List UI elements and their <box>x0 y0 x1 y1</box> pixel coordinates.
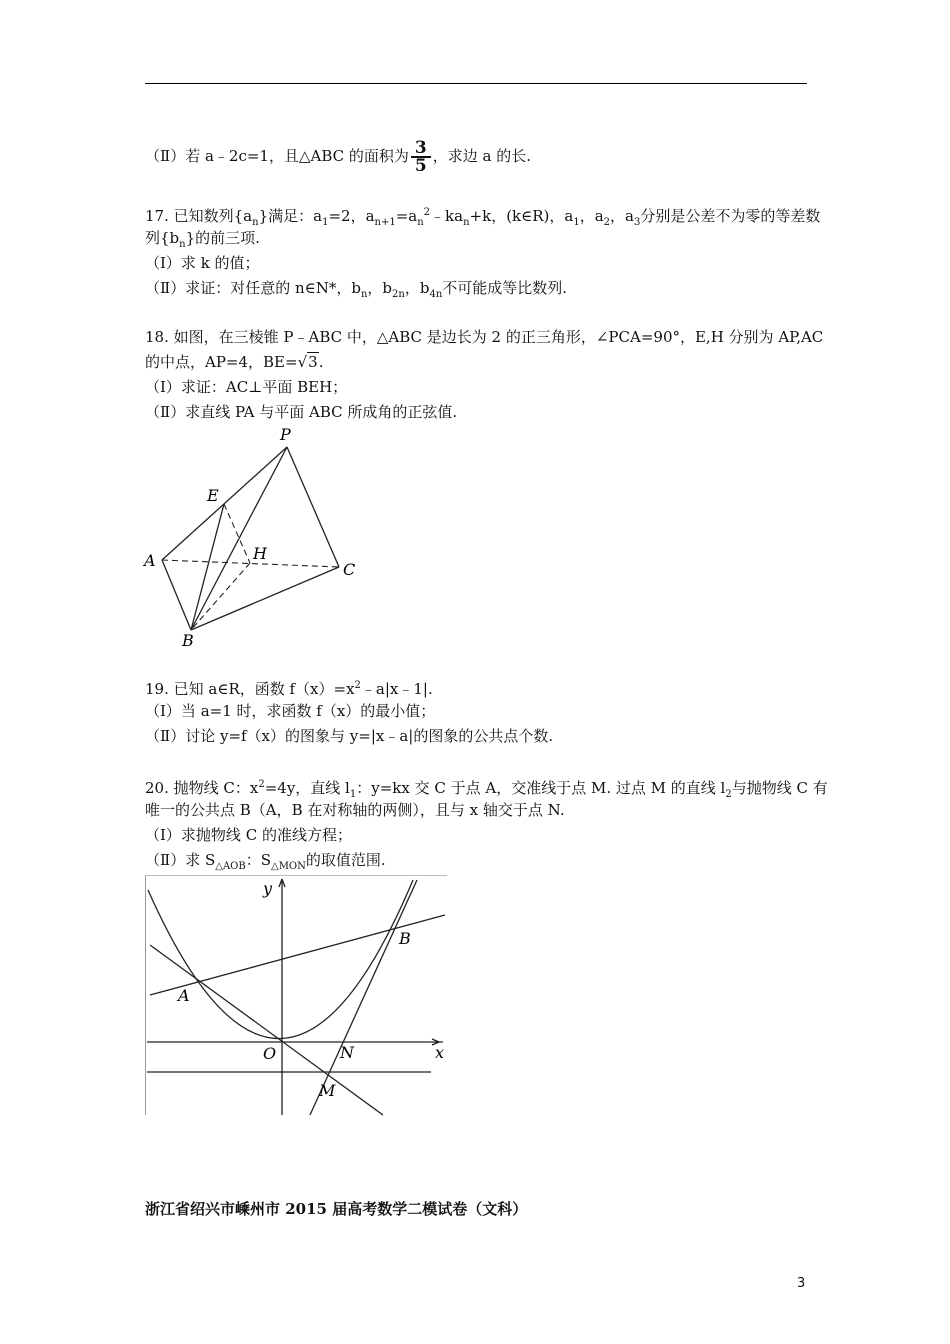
p18-line2: 的中点，AP=4，BE=√3. <box>145 353 324 371</box>
p20-part-i: （Ⅰ）求抛物线 C 的准线方程； <box>145 826 352 844</box>
label-x: x <box>435 1043 445 1062</box>
label-O: O <box>263 1044 277 1063</box>
label-H: H <box>253 544 267 563</box>
p19-part-ii: （Ⅱ）讨论 y=f（x）的图象与 y=|x﹣a|的图象的公共点个数. <box>145 727 554 745</box>
paper-title: 浙江省绍兴市嵊州市 2015 届高考数学二模试卷（文科） <box>145 1200 528 1218</box>
parabola-figure <box>145 875 450 1120</box>
label-A: A <box>144 551 156 570</box>
fraction-3-5: $\frac{3}{5}$ <box>411 140 431 174</box>
p19-part-i: （Ⅰ）当 a=1 时，求函数 f（x）的最小值； <box>145 702 436 720</box>
p17-line2: 列$\{b_n\}$的前三项. <box>145 229 260 250</box>
label-B: B <box>182 631 194 650</box>
label-B: B <box>399 929 411 948</box>
p19-line1: 19. 已知 a∈R，函数 $f(x)=x^2﹣a|x﹣1|$. <box>145 680 433 698</box>
label-E: E <box>207 486 219 505</box>
sqrt-3: √3 <box>297 353 318 371</box>
label-C: C <box>343 560 356 579</box>
p18-line1: 18. 如图，在三棱锥 P﹣ABC 中，△ABC 是边长为 2 的正三角形，∠PCA=90°，E,H 分别为 AP,AC <box>145 328 824 346</box>
p20-part-ii: （Ⅱ）求 $S_{\triangle AOB}$：$S_{\triangle MON}$的取值范围. <box>145 851 386 872</box>
label-A: A <box>178 986 190 1005</box>
p16-part-ii: （Ⅱ）若 a﹣2c=1，且△ABC 的面积为 $\frac{3}{5}$ ，求边 a 的长. <box>145 138 531 176</box>
page-number: 3 <box>797 1276 806 1291</box>
p17-part-i: （Ⅰ）求 k 的值； <box>145 254 260 272</box>
header-rule <box>145 83 807 84</box>
label-P: P <box>280 425 291 444</box>
label-N: N <box>340 1043 354 1062</box>
p17-part-ii: （Ⅱ）求证：对任意的 n∈N*，$b_n$，$b_{2n}$，$b_{4n}$不可能成等比数列. <box>145 279 568 300</box>
pyramid-figure <box>140 420 370 650</box>
label-M: M <box>319 1081 336 1100</box>
label-y: y <box>263 879 273 898</box>
p18-part-i: （Ⅰ）求证：AC⊥平面 BEH； <box>145 378 348 396</box>
p18-part-ii: （Ⅱ）求直线 PA 与平面 ABC 所成角的正弦值. <box>145 403 458 421</box>
p20-line1: 20. 抛物线 C：$x^2=4y$，直线 $l_1$：y=kx 交 C 于点 A，交准线于点 M. 过点 M 的直线 $l_2$与抛物线 C 有 <box>145 779 828 800</box>
p20-line2: 唯一的公共点 B（A，B 在对称轴的两侧），且与 x 轴交于点 N. <box>145 801 565 819</box>
p17-line1: 17. 已知数列$\{a_n\}$满足：$a_1=2$，$a_{n+1}=a_n^2﹣ka_n+k$，(k∈R)，$a_1$，$a_2$，$a_3$分别是公差不为零的等差数 <box>145 207 821 228</box>
